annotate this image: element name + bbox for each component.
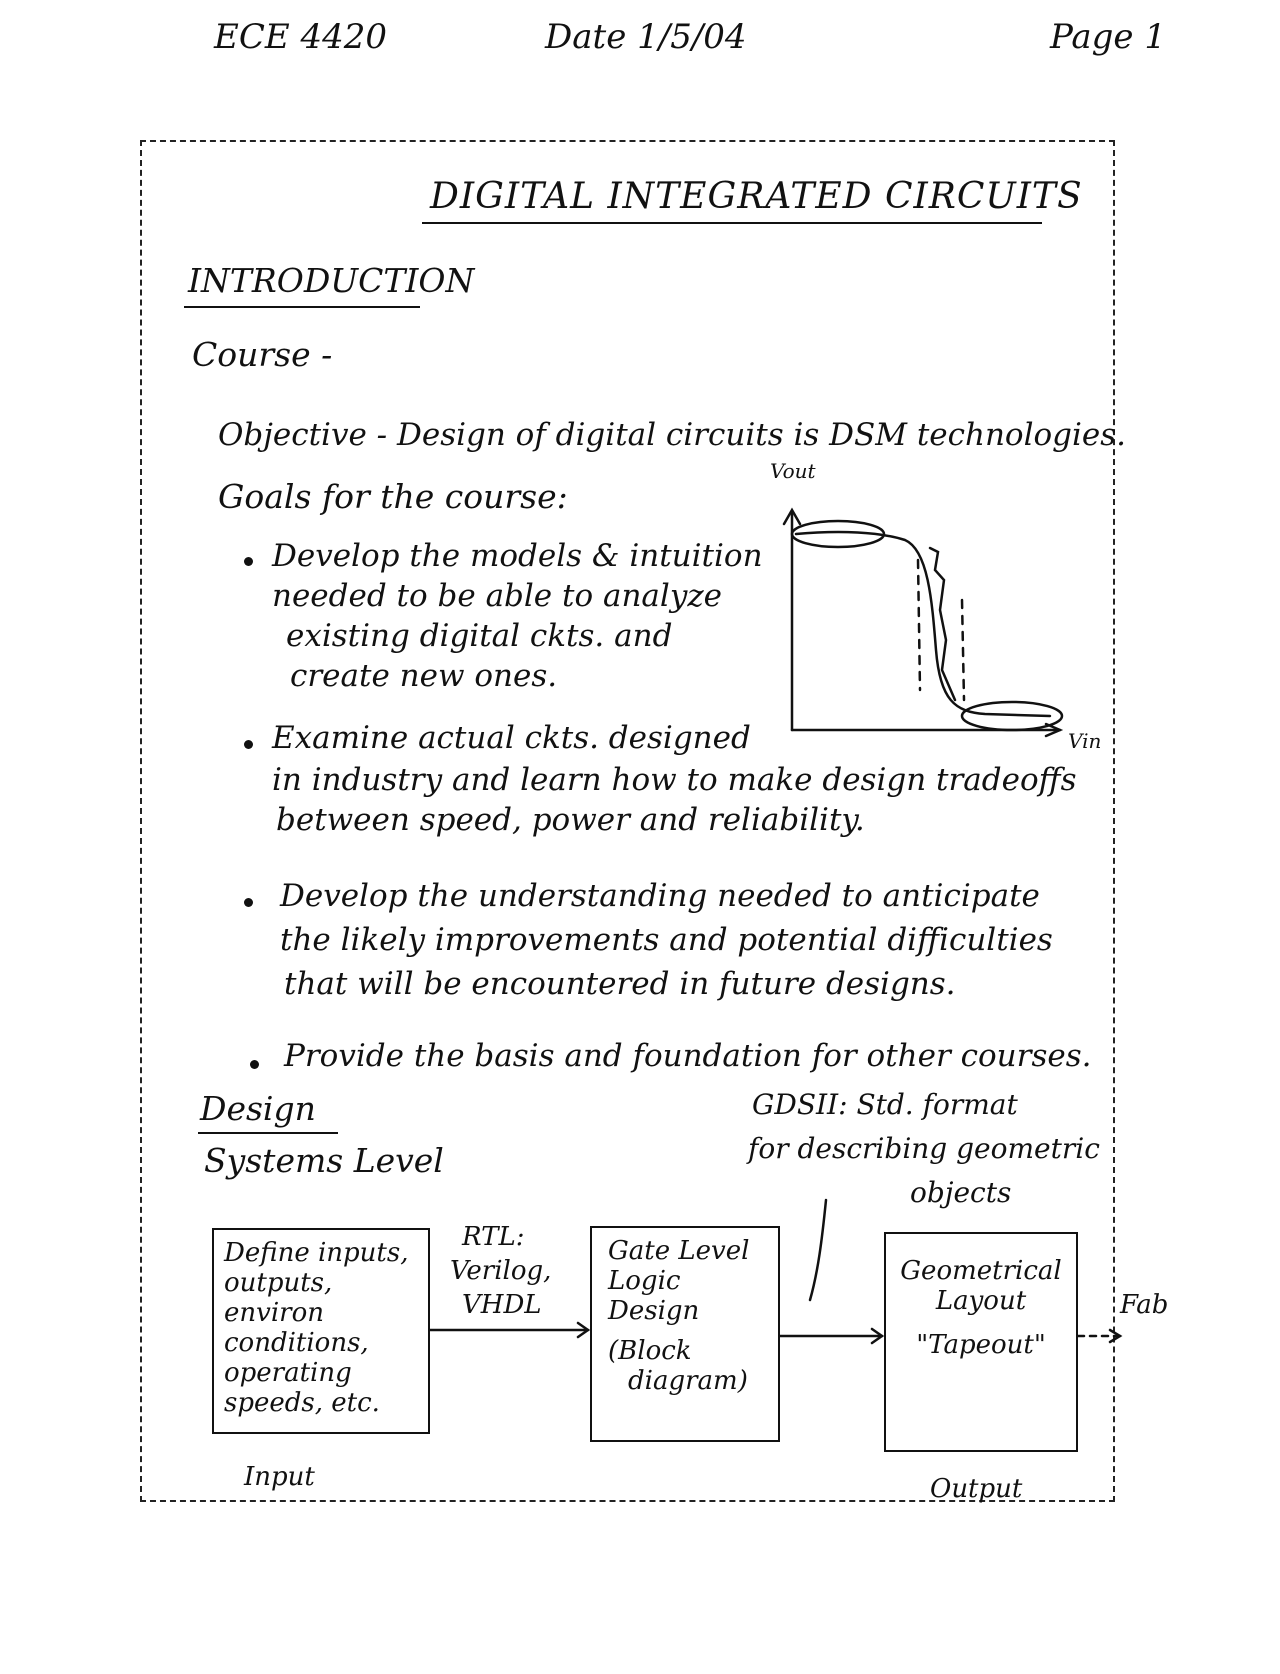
box2-line-4: diagram) — [628, 1366, 748, 1396]
graph-x-label: Vin — [1068, 729, 1102, 753]
objective-text: Objective - Design of digital circuits is DSM technologies. — [218, 417, 1127, 453]
box3-line-2: Layout — [935, 1286, 1027, 1316]
fab-label: Fab — [1120, 1290, 1169, 1320]
rtl-line-2: Verilog, — [450, 1256, 552, 1286]
box2-line-1: Gate Level — [608, 1236, 750, 1266]
course-number: ECE 4420 — [214, 17, 387, 57]
graph-y-label: Vout — [770, 459, 816, 483]
box1-line-3: conditions, — [224, 1328, 369, 1358]
output-label: Output — [930, 1474, 1023, 1504]
section-introduction: INTRODUCTION — [188, 261, 475, 300]
goal-1-line-4: create new ones. — [290, 658, 558, 694]
page-title: DIGITAL INTEGRATED CIRCUITS — [430, 176, 1083, 217]
box1-line-1: Define inputs, — [224, 1238, 409, 1268]
goal-2-line-2: in industry and learn how to make design tradeoffs — [272, 762, 1077, 798]
goal-3-line-2: the likely improvements and potential difficulties — [280, 922, 1053, 958]
goal-1-line-2: needed to be able to analyze — [272, 578, 723, 614]
goal-4-line-1: Provide the basis and foundation for other courses. — [284, 1038, 1092, 1074]
box1-line-5: speeds, etc. — [224, 1388, 380, 1418]
goal-3-line-1: Develop the understanding needed to anticipate — [280, 878, 1040, 914]
input-label: Input — [244, 1462, 315, 1492]
date: Date 1/5/04 — [545, 17, 747, 57]
dashed-boundary-1 — [918, 560, 920, 690]
gdsii-note-line-3: objects — [910, 1176, 1012, 1209]
rtl-line-3: VHDL — [462, 1290, 542, 1320]
box1-line-2: outputs, environ — [224, 1268, 333, 1328]
vtc-curve — [796, 532, 1050, 716]
gdsii-note-line-1: GDSII: Std. format — [752, 1088, 1018, 1121]
gdsii-pointer-line — [810, 1200, 826, 1300]
page-number: Page 1 — [1050, 17, 1166, 57]
dashed-boundary-2 — [962, 600, 964, 700]
goal-2-line-1: Examine actual ckts. designed — [272, 720, 751, 756]
box3-line-3: "Tapeout" — [916, 1330, 1046, 1360]
box2-line-2: Logic Design — [608, 1266, 700, 1326]
gdsii-note-line-2: for describing geometric — [748, 1132, 1100, 1165]
design-heading: Design — [200, 1089, 316, 1128]
course-heading: Course - — [192, 335, 333, 374]
systems-level: Systems Level — [204, 1141, 444, 1180]
box3-line-1: Geometrical — [900, 1256, 1062, 1286]
rtl-line-1: RTL: — [462, 1222, 525, 1252]
goal-1-line-1: Develop the models & intuition — [272, 538, 763, 574]
goal-3-line-3: that will be encountered in future designs. — [284, 966, 956, 1002]
goal-2-line-3: between speed, power and reliability. — [276, 802, 865, 838]
goal-1-line-3: existing digital ckts. and — [286, 618, 673, 654]
box2-line-3: (Block — [608, 1336, 692, 1366]
box1-line-4: operating — [224, 1358, 352, 1388]
goals-heading: Goals for the course: — [218, 477, 568, 516]
